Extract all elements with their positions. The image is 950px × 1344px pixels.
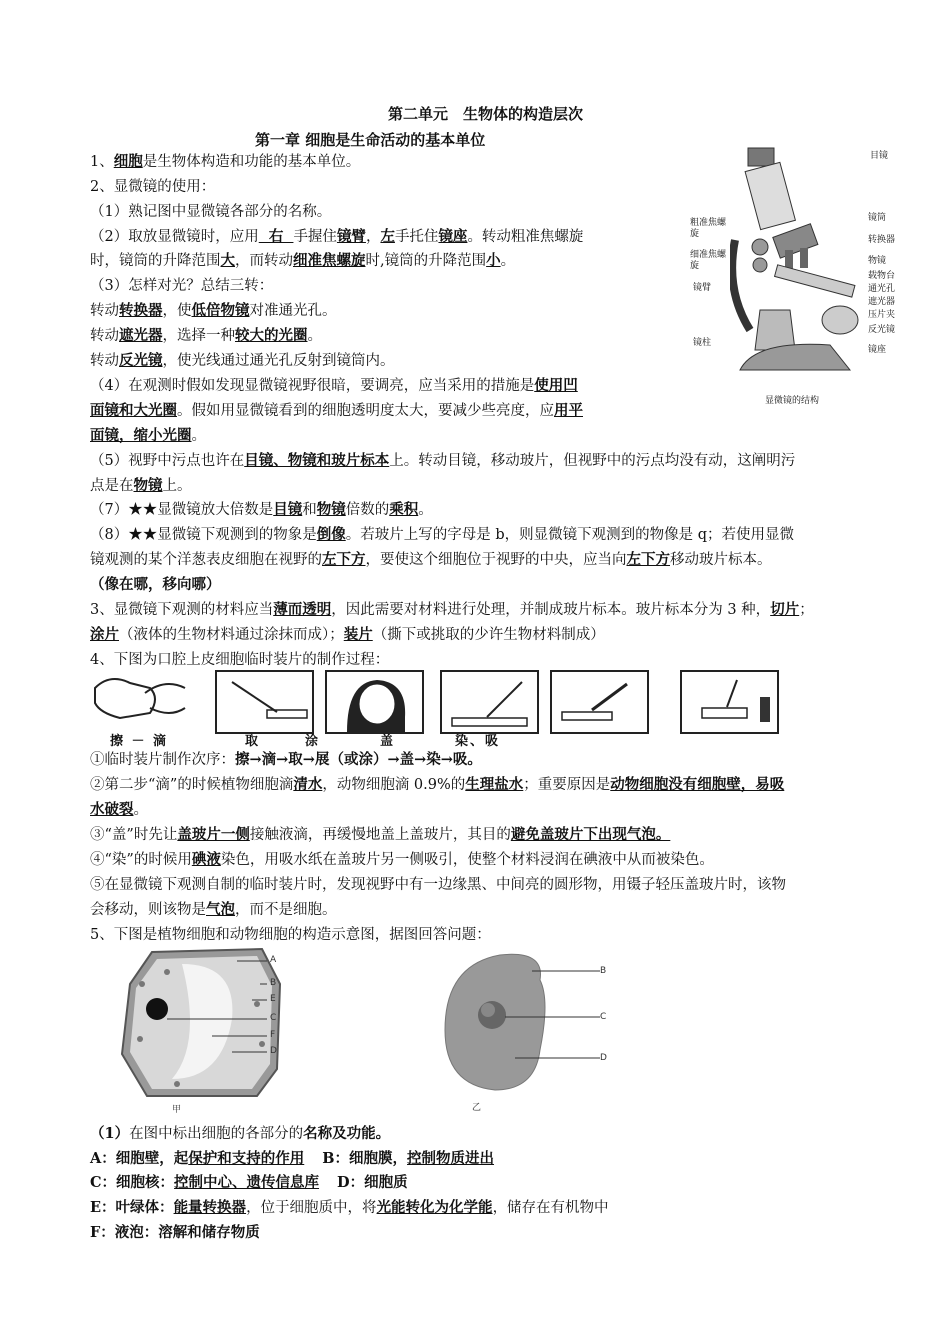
label-eyepiece: 目镜 (870, 151, 889, 161)
line-22: ①临时装片制作次序：擦→滴→取→展（或涂）→盖→染→吸。 (90, 751, 482, 768)
line-33: E：叶绿体：能量转换器，位于细胞质中，将光能转化为化学能，储存在有机物中 (90, 1199, 609, 1216)
rub-drop-illustration (90, 668, 190, 730)
stain-illustration (552, 672, 647, 732)
step-label-smear: 涂 (305, 734, 321, 749)
label-fine-focus: 细准焦螺旋 (690, 250, 727, 271)
line-11: 面镜和大光圈。假如用显微镜看到的细胞透明度太大，要减少些亮度，应用平 (90, 402, 583, 419)
animal-cell-diagram (440, 950, 610, 1100)
label-objective: 物镜 (868, 256, 887, 266)
plant-label-e: E (270, 994, 276, 1004)
step-label-rub-drop: 擦 － 滴 (110, 734, 169, 749)
label-aperture: 通光孔 (868, 284, 896, 294)
plant-cell-diagram (112, 944, 312, 1104)
line-6: （3）怎样对光？总结三转： (90, 278, 274, 294)
label-coarse-focus: 粗准焦螺旋 (690, 218, 727, 239)
line-21: 4、下图为口腔上皮细胞临时装片的制作过程： (90, 652, 390, 668)
label-tube: 镜筒 (868, 213, 887, 223)
animal-label-d: D (600, 1053, 607, 1063)
line-9: 转动反光镜，使光线通过通光孔反射到镜筒内。 (90, 352, 395, 369)
animal-caption: 乙 (472, 1103, 482, 1113)
line-2: 2、显微镜的使用： (90, 179, 216, 195)
absorb-step-box (680, 670, 779, 734)
label-diaphragm: 遮光器 (868, 297, 896, 307)
take-step-box (215, 670, 314, 734)
line-26: ④“染”的时候用碘液染色，用吸水纸在盖玻片另一侧吸引，使整个材料浸润在碘液中从而被染色。 (90, 851, 714, 868)
line-1: 1、细胞是生物体构造和功能的基本单位。 (90, 153, 361, 170)
line-10: （4）在观测时假如发现显微镜视野很暗，要调亮，应当采用的措施是使用凹 (90, 377, 578, 394)
line-18: （像在哪，移向哪） (90, 576, 221, 593)
line-4: （2）取放显微镜时，应用 右 手握住镜臂，左手托住镜座。转动粗准焦螺旋 (90, 228, 584, 245)
cover-step-box (440, 670, 539, 734)
stain-step-box (550, 670, 649, 734)
unit-title: 第二单元 生物体的构造层次 (388, 105, 584, 123)
label-base: 镜座 (868, 345, 887, 355)
plant-label-c: C (270, 1013, 277, 1023)
smear-illustration (327, 672, 422, 732)
line-20: 涂片（液体的生物材料通过涂抹而成）；装片（撕下或挑取的少许生物材料制成） (90, 626, 605, 643)
line-13: （5）视野中污点也许在目镜、物镜和玻片标本上。转动目镜，移动玻片，但视野中的污点均没有动，这阐明污 (90, 452, 796, 469)
plant-label-d: D (270, 1046, 277, 1056)
line-17: 镜观测的某个洋葱表皮细胞在视野的左下方，要使这个细胞位于视野的中央，应当向左下方移动玻片标本。 (90, 551, 772, 568)
step-label-take: 取 (245, 734, 261, 749)
plant-label-a: A (270, 955, 277, 965)
line-29: 5、下图是植物细胞和动物细胞的构造示意图，据图回答问题： (90, 927, 491, 943)
label-arm: 镜臂 (693, 283, 712, 293)
chapter-title: 第一章 细胞是生命活动的基本单位 (255, 131, 486, 149)
absorb-illustration (682, 672, 777, 732)
line-30: （1）在图中标出细胞的各部分的名称及功能。 (90, 1125, 391, 1142)
plant-label-b: B (270, 978, 277, 988)
line-28: 会移动，则该物是气泡，而不是细胞。 (90, 901, 337, 918)
line-16: （8）★★显微镜下观测到的物象是倒像。若玻片上写的字母是 b，则显微镜下观测到的物像是 q；若使用显微 (90, 526, 795, 543)
line-19: 3、显微镜下观测的材料应当薄而透明，因此需要对材料进行处理，并制成玻片标本。玻片标本分为 3 种，切片； (90, 601, 814, 618)
line-12: 面镜，缩小光圈。 (90, 427, 206, 444)
microscope-diagram (730, 140, 870, 380)
take-illustration (217, 672, 312, 732)
plant-caption: 甲 (172, 1105, 182, 1115)
animal-label-c: C (600, 1012, 607, 1022)
line-25: ③“盖”时先让盖玻片一侧接触液滴，再缓慢地盖上盖玻片，其目的避免盖玻片下出现气泡。 (90, 826, 671, 843)
line-24: 水破裂。 (90, 801, 148, 818)
line-31: A：细胞壁，起保护和支持的作用 B：细胞膜，控制物质进出 (90, 1150, 495, 1167)
label-mirror: 反光镜 (868, 325, 896, 335)
line-7: 转动转换器，使低倍物镜对准通光孔。 (90, 302, 337, 319)
step-label-stain-absorb: 染、吸 (455, 734, 501, 749)
label-nosepiece: 转换器 (868, 235, 896, 245)
smear-step-box (325, 670, 424, 734)
microscope-caption: 显微镜的结构 (765, 396, 820, 406)
line-5: 时，镜筒的升降范围大，而转动细准焦螺旋时,镜筒的升降范围小。 (90, 252, 516, 269)
label-pillar: 镜柱 (693, 338, 712, 348)
label-clips: 压片夹 (868, 310, 896, 320)
step-label-cover: 盖 (380, 734, 396, 749)
line-27: ⑤在显微镜下观测自制的临时装片时，发现视野中有一边缘黑、中间亮的圆形物，用镊子轻压盖玻片时，该物 (90, 877, 786, 893)
animal-label-b: B (600, 966, 607, 976)
cover-illustration (442, 672, 537, 732)
line-23: ②第二步“滴”的时候植物细胞滴清水，动物细胞滴 0.9%的生理盐水；重要原因是动物细胞没有细胞壁，易吸 (90, 776, 785, 793)
plant-label-f: F (270, 1030, 276, 1040)
line-34: F：液泡：溶解和储存物质 (90, 1224, 260, 1241)
line-14: 点是在物镜上。 (90, 477, 192, 494)
line-32: C：细胞核：控制中心、遗传信息库 D：细胞质 (90, 1174, 408, 1191)
line-3: （1）熟记图中显微镜各部分的名称。 (90, 204, 332, 220)
line-8: 转动遮光器，选择一种较大的光圈。 (90, 327, 322, 344)
line-15: （7）★★显微镜放大倍数是目镜和物镜倍数的乘积。 (90, 501, 433, 518)
label-stage: 载物台 (868, 271, 896, 281)
